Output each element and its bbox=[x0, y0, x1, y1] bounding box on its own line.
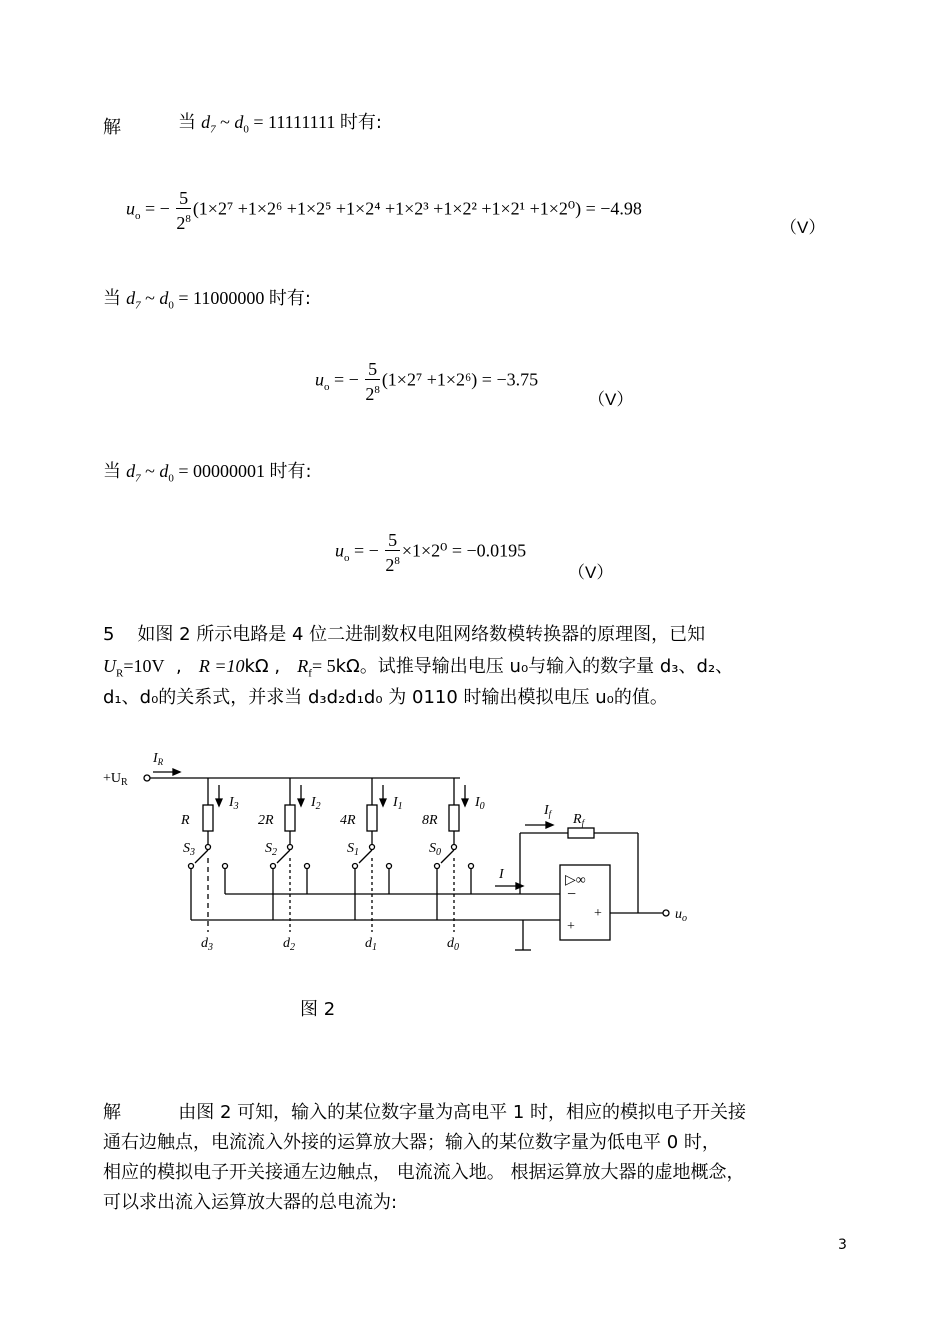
ir-label: $I_R$ bbox=[153, 751, 164, 767]
rf-label: $R_f$ bbox=[573, 812, 585, 828]
unit-volt-2: （V） bbox=[588, 390, 634, 409]
digit-label-2: $d_2$ bbox=[283, 936, 295, 953]
solution-label: 解 bbox=[103, 117, 121, 138]
feedback-resistor bbox=[568, 828, 594, 838]
ur-label: $+U_R$ bbox=[103, 771, 128, 788]
condition-line-1 bbox=[178, 108, 382, 136]
amp-symbol: ▷∞ bbox=[565, 873, 586, 888]
problem-text: 。试推导输出电压 u₀与输入的数字量 d₃、d₂、 bbox=[359, 656, 734, 677]
r-value: R =10 bbox=[198, 656, 245, 676]
when-text: 当 bbox=[103, 461, 121, 482]
input-terminal bbox=[144, 775, 150, 781]
resistor-label-2: 2R bbox=[258, 813, 274, 828]
amp-plus-input: + bbox=[567, 919, 575, 934]
amp-plus-output: + bbox=[594, 906, 602, 921]
solution-line-2: 通右边触点，电流流入外接的运算放大器；输入的某位数字量为低电平 0 时， bbox=[103, 1132, 720, 1153]
condition-expression: $d_7$ ~ $d_0 = 11111111$ bbox=[201, 112, 336, 136]
digit-label-3: $d_3$ bbox=[201, 936, 213, 953]
problem-text: 如图 2 所示电路是 4 位二进制数权电阻网络数模转换器的原理图，已知 bbox=[137, 624, 706, 645]
condition-line-2 bbox=[103, 284, 311, 312]
solution-line-4: 可以求出流入运算放大器的总电流为: bbox=[103, 1192, 398, 1213]
fraction: $\frac{5}{2^8}$ bbox=[176, 188, 191, 233]
circuit-diagram bbox=[95, 740, 715, 965]
current-label-2: $I_2$ bbox=[311, 795, 321, 812]
if-label: $I_f$ bbox=[544, 803, 552, 819]
resistor-label-3: R bbox=[181, 813, 190, 828]
output-terminal bbox=[663, 910, 669, 916]
has-text: 时有: bbox=[339, 112, 382, 133]
problem-5-line-3: d₁、d₀的关系式，并求当 d₃d₂d₁d₀ 为 0110 时输出模拟电压 u₀的值。 bbox=[103, 687, 668, 708]
when-text: 当 bbox=[178, 112, 196, 133]
current-label-1: $I_1$ bbox=[393, 795, 403, 812]
i-label: I bbox=[499, 867, 504, 882]
solution-label-2: 解 bbox=[103, 1102, 121, 1123]
unit-volt-1: （V） bbox=[780, 218, 826, 237]
problem-5-line-2: $U_R=10V$ , R =10kΩ , $R_f= 5k\Omega$。试推导输出电压 u₀与输入的数字量 d₃、d₂、 bbox=[103, 656, 734, 680]
solution-line-3: 相应的模拟电子开关接通左边触点， 电流流入地。 根据运算放大器的虚地概念， bbox=[103, 1162, 745, 1183]
solution-text: 由图 2 可知，输入的某位数字量为高电平 1 时，相应的模拟电子开关接 bbox=[178, 1102, 747, 1123]
when-text: 当 bbox=[103, 288, 121, 309]
resistor-label-1: 4R bbox=[340, 813, 356, 828]
ur-value: $U_R=10V$ bbox=[103, 656, 165, 680]
condition-expression: $d_7$ ~ $d_0 = 11000000$ bbox=[126, 288, 265, 312]
current-label-3: $I_3$ bbox=[229, 795, 239, 812]
problem-number: 5 bbox=[103, 624, 115, 645]
fraction: $\frac{5}{2^8}$ bbox=[385, 530, 400, 575]
condition-expression: $d_7$ ~ $d_0 = 00000001$ bbox=[126, 461, 265, 485]
resistor-label-0: 8R bbox=[422, 813, 438, 828]
equation-2: $u_o$ = − $\frac{5}{2^8}$ (1×2⁷ +1×2⁶) = −3.75 bbox=[315, 359, 539, 404]
current-label-0: $I_0$ bbox=[475, 795, 485, 812]
solution-line-1 bbox=[103, 1098, 746, 1128]
problem-5-line-1 bbox=[103, 620, 705, 650]
digit-label-0: $d_0$ bbox=[447, 936, 459, 953]
fraction: $\frac{5}{2^8}$ bbox=[365, 359, 380, 404]
ir-arrow-head bbox=[173, 769, 180, 775]
digit-label-1: $d_1$ bbox=[365, 936, 377, 953]
condition-line-3 bbox=[103, 457, 312, 485]
equation-3: $u_o$ = − $\frac{5}{2^8}$ ×1×2⁰ = −0.0195 bbox=[335, 530, 527, 575]
switch-label-3: $S_3$ bbox=[183, 841, 195, 858]
output-label: $u_o$ bbox=[675, 907, 687, 924]
page-number: 3 bbox=[838, 1237, 847, 1253]
has-text: 时有: bbox=[268, 288, 311, 309]
unit-volt-3: （V） bbox=[568, 563, 614, 582]
equation-1: $u_o$ = − $\frac{5}{2^8}$ (1×2⁷ +1×2⁶ +1×2⁵ +1×2⁴ +1×2³ +1×2² +1×2¹ +1×2⁰) = −4.98 bbox=[126, 188, 642, 233]
amp-minus-input: − bbox=[567, 886, 577, 903]
if-arrow-head bbox=[546, 822, 553, 828]
switch-label-0: $S_0$ bbox=[429, 841, 441, 858]
switch-label-1: $S_1$ bbox=[347, 841, 359, 858]
switch-label-2: $S_2$ bbox=[265, 841, 277, 858]
rf-value: $R_f= 5$ bbox=[297, 656, 336, 680]
figure-caption: 图 2 bbox=[300, 999, 336, 1020]
has-text: 时有: bbox=[269, 461, 312, 482]
